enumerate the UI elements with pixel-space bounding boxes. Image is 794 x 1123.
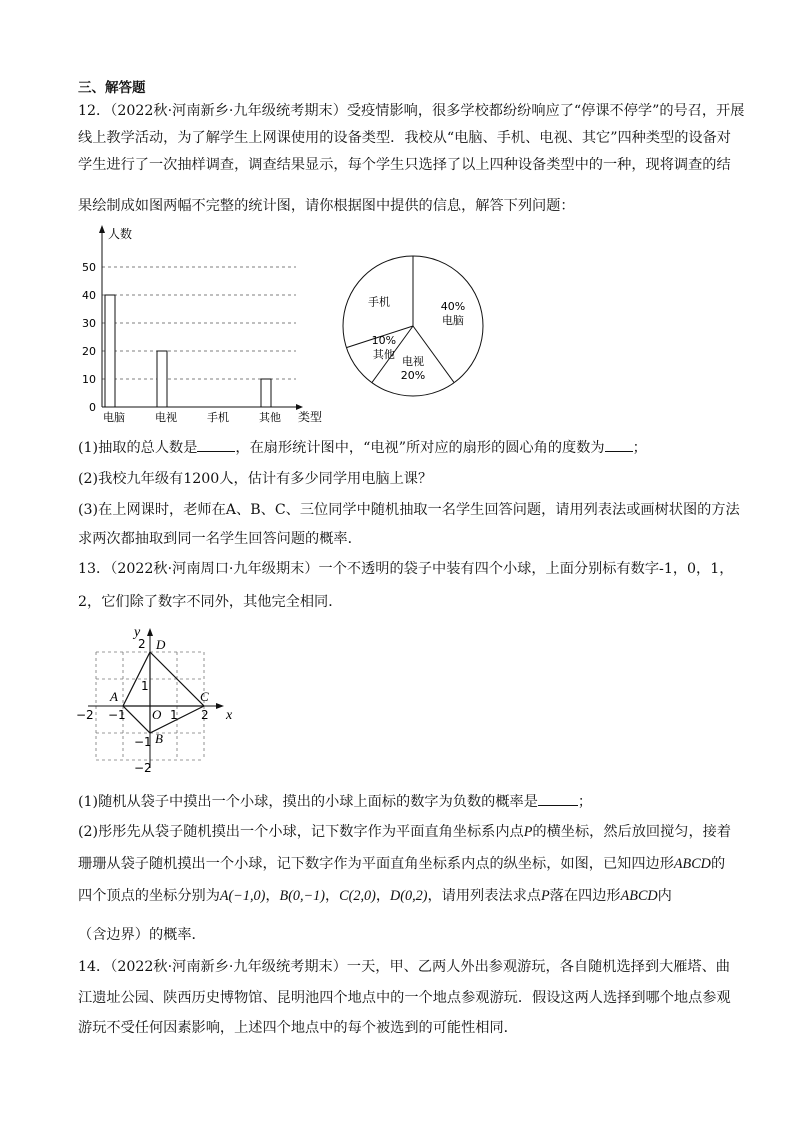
y-tick-1: 1 [141, 679, 149, 693]
var-p-2: P [540, 888, 550, 904]
pie-chart [340, 238, 490, 418]
coord-a: A(−1,0) [219, 888, 266, 904]
q12-line-4: 果绘制成如图两幅不完整的统计图，请你根据图中提供的信息，解答下列问题： [78, 198, 575, 214]
q13-part-2-line-3: 四个顶点的坐标分别为A(−1,0)，B(0,−1)，C(2,0)，D(0,2)，请用列表法求点P落在四边形ABCD内 [78, 888, 672, 904]
q12-part-1-text-a: (1)抽取的总人数是 [78, 440, 198, 456]
q12-part-1-text-c: ； [632, 440, 647, 456]
q13-p2c-mid2: 落在四边形 [549, 888, 621, 904]
pie-slice-label: 手机 [368, 295, 391, 309]
x-tick-2: 2 [201, 708, 209, 722]
x-axis-label: x [226, 708, 233, 723]
y-tick-minus-2: −2 [134, 761, 152, 775]
q12-part-3-line-2: 求两次都抽取到同一名学生回答问题的概率． [78, 531, 362, 547]
y-tick-2: 2 [138, 637, 146, 651]
q13-line-1: 13．（2022秋·河南周口·九年级期末）一个不透明的袋子中装有四个小球，上面分别标有数字-1，0，1， [78, 561, 734, 577]
x-tick-label: 其他 [259, 411, 281, 424]
coord-c: C(2,0) [339, 888, 376, 904]
y-axis-title: 人数 [108, 227, 133, 241]
q12-part-2: (2)我校九年级有1200人，估计有多少同学用电脑上课？ [78, 471, 433, 487]
section-title: 三、解答题 [78, 80, 146, 96]
x-tick-minus-2: −2 [76, 708, 94, 722]
coordinate-figure [72, 618, 242, 780]
q12-line-1: 12．（2022秋·河南新乡·九年级统考期末）受疫情影响，很多学校都纷纷响应了“停课不停学”的号召，开展 [78, 103, 745, 119]
q12-line-3: 学生进行了一次抽样调查，调查结果显示，每个学生只选择了以上四种设备类型中的一种，现将调查的结 [78, 157, 731, 173]
y-tick-minus-1: −1 [134, 735, 152, 749]
q13-part-2-line-1 [78, 822, 731, 842]
pie-slice-label: 20% [400, 369, 426, 382]
var-p: P [523, 824, 533, 840]
pie-slice-label: 40% [440, 300, 466, 314]
q14-line-3: 游玩不受任何因素影响，上述四个地点中的每个被选到的可能性相同． [78, 1020, 518, 1036]
pie-slice-label: 其他 [372, 348, 395, 362]
answer-blank-total[interactable] [197, 437, 235, 452]
point-b-label: B [155, 731, 163, 746]
origin-label: O [152, 707, 162, 722]
y-tick-label: 10 [82, 373, 96, 386]
x-tick-label: 电脑 [103, 411, 125, 424]
pie-slice-label: 电视 [402, 355, 424, 368]
q13-part-2-line-2 [78, 854, 725, 874]
x-tick-label: 手机 [207, 411, 229, 424]
coord-b: B(0,−1) [279, 888, 325, 904]
bar [261, 379, 271, 407]
q12-part-1 [78, 437, 647, 458]
var-abcd-2: ABCD [620, 888, 658, 904]
y-tick-label: 40 [82, 289, 96, 302]
x-tick-minus-1: −1 [108, 708, 126, 722]
q14-line-1: 14．（2022秋·河南新乡·九年级统考期末）一天，甲、乙两人外出参观游玩，各自随机选择到大雁塔、曲 [78, 959, 730, 975]
var-abcd: ABCD [673, 856, 711, 872]
y-tick-label: 30 [82, 317, 96, 330]
coord-d: D(0,2) [390, 888, 428, 904]
y-axis-arrow [99, 225, 105, 233]
q13-part-1-text-a: (1)随机从袋子中摸出一个小球，摸出的小球上面标的数字为负数的概率是 [78, 794, 538, 810]
bar [157, 351, 167, 407]
q13-part-2-line-4: （含边界）的概率． [78, 927, 206, 943]
q13-p2c: 四个顶点的坐标分别为 [78, 888, 220, 904]
point-d-label: D [156, 637, 166, 652]
q13-p2b-end: 的 [710, 856, 726, 872]
y-tick-label: 0 [89, 401, 96, 414]
x-tick-label: 电视 [155, 411, 177, 424]
q14-line-2: 江遗址公园、陕西历史博物馆、昆明池四个地点中的一个地点参观游玩．假设这两人选择到哪个地点参观 [78, 990, 731, 1006]
q13-p2a-end: 的横坐标，然后放回搅匀，接着 [532, 824, 732, 840]
point-c-label: C [200, 689, 209, 704]
answer-blank-probability[interactable] [538, 791, 578, 806]
q13-part-1 [78, 791, 592, 812]
q12-line-2: 线上教学活动，为了解学生上网课使用的设备类型．我校从“电脑、手机、电视、其它”四种类型的设备对 [78, 130, 731, 146]
answer-blank-angle[interactable] [605, 437, 633, 452]
q13-p2c-end: 内 [657, 888, 672, 904]
q13-p2a: (2)彤彤先从袋子随机摸出一个小球，记下数字作为平面直角坐标系内点 [78, 824, 524, 840]
q13-line-2: 2，它们除了数字不同外，其他完全相同． [78, 594, 343, 610]
y-tick-label: 20 [82, 345, 96, 358]
pie-slice-label: 电脑 [441, 314, 464, 328]
pie-slice-label: 10% [371, 334, 397, 348]
x-axis-title: 类型 [298, 410, 323, 424]
point-a-label: A [110, 689, 118, 704]
q13-part-1-text-b: ； [577, 794, 593, 810]
x-tick-1: 1 [170, 708, 178, 722]
q13-p2b: 珊珊从袋子随机摸出一个小球，记下数字作为平面直角坐标系内点的纵坐标，如图，已知四边形 [78, 856, 674, 872]
q13-p2c-mid: ，请用列表法求点 [427, 888, 541, 904]
bar-chart [70, 222, 330, 427]
q12-part-1-text-b: ，在扇形统计图中，“电视”所对应的扇形的圆心角的度数为 [235, 440, 605, 456]
q12-part-3-line-1: (3)在上网课时，老师在A、B、C、三位同学中随机抽取一名学生回答问题，请用列表法或画树状图的方法 [78, 502, 740, 518]
bar [105, 295, 115, 407]
y-axis-label: y [134, 625, 141, 640]
y-tick-label: 50 [82, 261, 96, 274]
